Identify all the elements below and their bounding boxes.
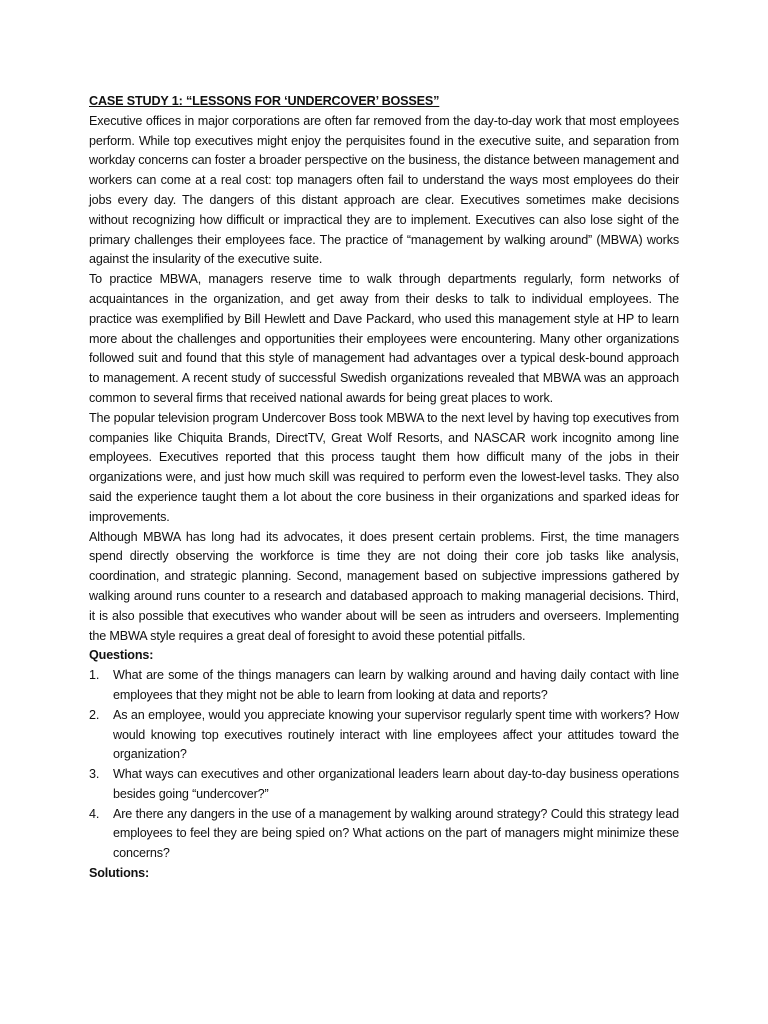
paragraph-1: Executive offices in major corporations are often far removed from the day-to-day work that most employees perform. While top executives might enjoy the perquisites found in the executive suite, and separation from workday concerns can foster a broader perspective on the business, the distance between management and workers can come at a real cost: top managers often fail to understand the ways most employees do their jobs every day. The dangers of this distant approach are clear. Executives sometimes make decisions without recognizing how difficult or impractical they are to implement. Executives can also lose sight of the primary challenges their employees face. The practice of “management by walking around” (MBWA) works against the insularity of the executive suite. xyxy=(89,113,679,267)
paragraph-2: To practice MBWA, managers reserve time to walk through departments regularly, form networks of acquaintances in the organization, and get away from their desks to talk to individual employees. The practice was exemplified by Bill Hewlett and Dave Packard, who used this management style at HP to learn more about the challenges and opportunities their employees were encountering. Many other organizations followed suit and found that this style of management had advantages over a typical desk-bound approach to management. A recent study of successful Swedish organizations revealed that MBWA was an approach common to several firms that received national awards for being great places to work. xyxy=(89,272,679,405)
question-text: What ways can executives and other organizational leaders learn about day-to-day business operations besides going “undercover?” xyxy=(113,767,679,801)
question-number: 1. xyxy=(89,668,100,683)
question-item xyxy=(89,765,679,805)
case-study-title: CASE STUDY 1: “LESSONS FOR ‘UNDERCOVER’ BOSSES” xyxy=(89,94,440,108)
questions-list xyxy=(89,666,679,864)
question-text: Are there any dangers in the use of a management by walking around strategy? Could this strategy lead employees to feel they are being spied on? What actions on the part of managers might minimize these concerns? xyxy=(113,806,679,861)
solutions-heading: Solutions: xyxy=(89,866,150,881)
question-item xyxy=(89,805,679,864)
question-number: 4. xyxy=(89,806,100,821)
paragraph-4: Although MBWA has long had its advocates, it does present certain problems. First, the time managers spend directly observing the workforce is time they are not doing their core job tasks like analysis, coordination, and strategic planning. Second, management based on subjective impressions gathered by walking around runs counter to a research and databased approach to making managerial decisions. Third, it is also possible that executives who wander about will be seen as intruders and overseers. Implementing the MBWA style requires a great deal of foresight to avoid these potential pitfalls. xyxy=(89,529,679,643)
question-text: As an employee, would you appreciate knowing your supervisor regularly spent time with workers? How would knowing top executives routinely interact with line employees affect your attitudes toward the organization? xyxy=(113,707,679,762)
paragraph-3: The popular television program Undercover Boss took MBWA to the next level by having top executives from companies like Chiquita Brands, DirectTV, Great Wolf Resorts, and NASCAR work incognito among line employees. Executives reported that this process taught them how difficult many of the jobs in their organizations were, and just how much skill was required to perform even the lowest-level tasks. They also said the experience taught them a lot about the core business in their organizations and sparked ideas for improvements. xyxy=(89,410,679,524)
question-number: 3. xyxy=(89,767,100,782)
question-item xyxy=(89,706,679,765)
questions-heading: Questions: xyxy=(89,648,154,663)
question-text: What are some of the things managers can learn by walking around and having daily contact with line employees that they might not be able to learn from looking at data and reports? xyxy=(113,668,679,702)
question-number: 2. xyxy=(89,707,100,722)
question-item xyxy=(89,666,679,706)
document-page xyxy=(89,92,679,884)
